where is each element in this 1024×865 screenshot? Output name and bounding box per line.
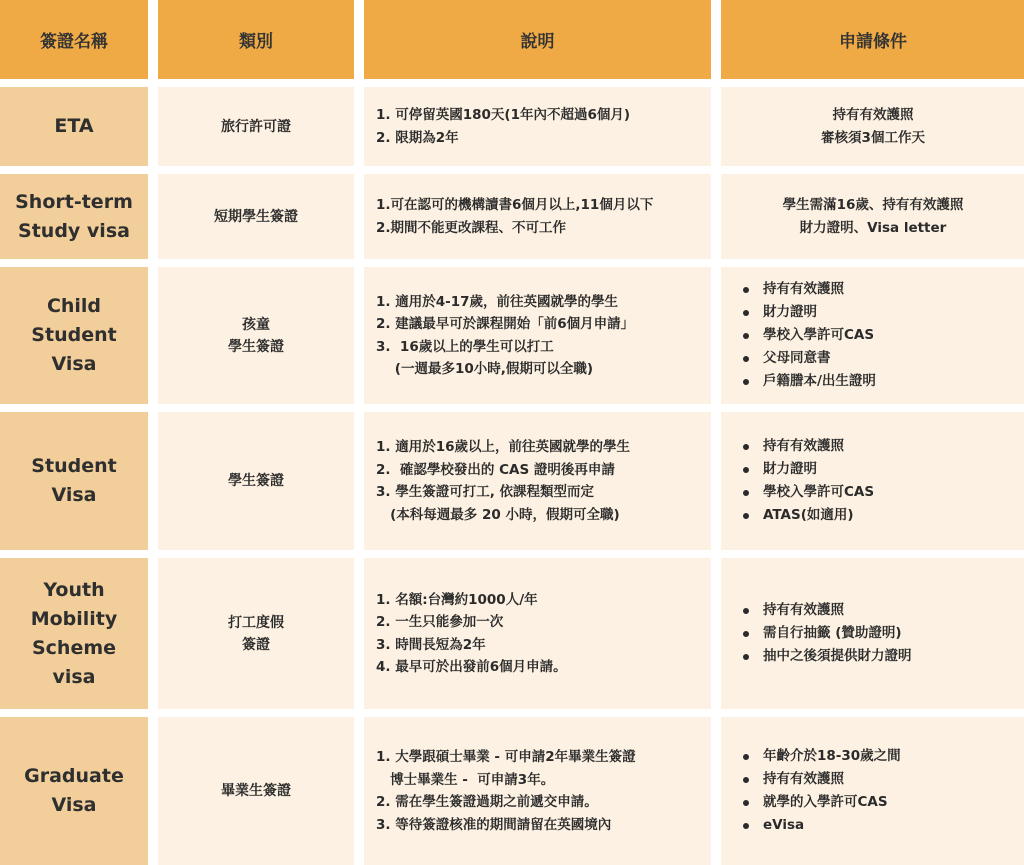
requirement-text: 父母同意書 [763, 350, 831, 366]
bullet-icon [743, 654, 749, 660]
requirement-item [743, 745, 901, 768]
requirement-text: 財力證明 [763, 304, 817, 320]
requirement-item [743, 301, 876, 324]
requirement-item [743, 347, 876, 370]
visa-category-cell: 畢業生簽證 [158, 717, 354, 865]
requirement-item [743, 370, 876, 393]
description-line: 1. 大學跟碩士畢業 - 可申請2年畢業生簽證 [376, 749, 636, 765]
requirement-text: 持有有效護照 [763, 438, 844, 454]
visa-description-cell [364, 267, 711, 404]
bullet-icon [743, 608, 749, 614]
description-lines [376, 194, 653, 239]
bullet-icon [743, 823, 749, 829]
requirement-text: 就學的入學許可CAS [763, 794, 888, 810]
description-line: 2. 需在學生簽證過期之前遞交申請。 [376, 794, 598, 810]
visa-category-cell: 短期學生簽證 [158, 174, 354, 259]
visa-requirements-cell [721, 717, 1024, 865]
description-line: 博士畢業生 - 可申請3年。 [376, 771, 555, 788]
visa-name-cell: ETA [0, 87, 148, 166]
visa-requirements-cell [721, 412, 1024, 550]
requirement-item [743, 622, 912, 645]
header-requirements: 申請條件 [721, 0, 1024, 79]
requirement-text: 戶籍謄本/出生證明 [763, 373, 876, 389]
description-line: 2. 建議最早可於課程開始「前6個月申請」 [376, 316, 635, 332]
requirement-list [743, 278, 876, 393]
description-line: 3. 學生簽證可打工, 依課程類型而定 [376, 484, 595, 500]
requirement-list [783, 194, 964, 239]
description-line: 3. 等待簽證核准的期間請留在英國境內 [376, 816, 612, 833]
visa-requirements-cell [721, 558, 1024, 709]
description-line: 2. 限期為2年 [376, 129, 459, 146]
description-line: 2. 確認學校發出的 CAS 證明後再申請 [376, 461, 615, 478]
requirement-line: 學生需滿16歲、持有有效護照 [782, 197, 964, 213]
bullet-icon [743, 467, 749, 473]
visa-description-cell [364, 412, 711, 550]
bullet-icon [743, 754, 749, 760]
requirement-list [821, 104, 925, 149]
visa-name-cell: Child Student Visa [0, 267, 148, 404]
requirement-line: 持有有效護照 [832, 107, 914, 123]
bullet-icon [743, 444, 749, 450]
requirement-item [743, 324, 876, 347]
bullet-icon [743, 310, 749, 316]
requirement-item [743, 768, 901, 791]
bullet-icon [743, 379, 749, 385]
visa-description-cell [364, 87, 711, 166]
requirement-item [743, 814, 901, 837]
description-lines [376, 589, 567, 679]
bullet-icon [743, 777, 749, 783]
visa-name-cell: Short-term Study visa [0, 174, 148, 259]
description-line: 1. 適用於16歲以上，前往英國就學的學生 [376, 439, 631, 455]
visa-category-cell: 學生簽證 [158, 412, 354, 550]
visa-category-cell: 孩童 學生簽證 [158, 267, 354, 404]
description-lines [376, 104, 630, 149]
requirement-text: 持有有效護照 [763, 771, 844, 787]
bullet-icon [743, 490, 749, 496]
description-line: 1.可在認可的機構讀書6個月以上,11個月以下 [376, 197, 654, 213]
requirement-text: ATAS(如適用) [763, 507, 854, 523]
requirement-text: 持有有效護照 [763, 602, 844, 618]
description-line: (本科每週最多 20 小時，假期可全職) [376, 506, 620, 523]
description-line: (一週最多10小時,假期可以全職) [376, 361, 594, 377]
description-line: 3. 16歲以上的學生可以打工 [376, 338, 554, 355]
bullet-icon [743, 356, 749, 362]
description-lines [376, 436, 630, 526]
visa-requirements-cell [721, 174, 1024, 259]
requirement-text: 抽中之後須提供財力證明 [763, 648, 912, 664]
requirement-line: 財力證明、Visa letter [799, 219, 947, 236]
requirement-list [743, 435, 874, 527]
requirement-line: 審核須3個工作天 [821, 129, 925, 146]
visa-requirements-cell [721, 87, 1024, 166]
visa-requirements-cell [721, 267, 1024, 404]
requirement-text: 持有有效護照 [763, 281, 844, 297]
requirement-item [743, 504, 874, 527]
requirement-text: 學校入學許可CAS [763, 327, 875, 343]
description-lines [376, 291, 634, 381]
requirement-list [743, 745, 901, 837]
requirement-text: 年齡介於18-30歲之間 [763, 748, 901, 764]
description-line: 1. 可停留英國180天(1年內不超過6個月) [376, 107, 631, 123]
requirement-item [743, 599, 912, 622]
bullet-icon [743, 287, 749, 293]
description-lines [376, 746, 636, 836]
description-line: 4. 最早可於出發前6個月申請。 [376, 659, 567, 675]
description-line: 1. 適用於4-17歲，前往英國就學的學生 [376, 293, 619, 310]
requirement-item [743, 458, 874, 481]
bullet-icon [743, 333, 749, 339]
requirement-text: eVisa [763, 817, 805, 833]
header-visa-name: 簽證名稱 [0, 0, 148, 79]
requirement-list [743, 599, 912, 668]
visa-name-cell: Student Visa [0, 412, 148, 550]
description-line: 2.期間不能更改課程、不可工作 [376, 219, 567, 236]
description-line: 3. 時間長短為2年 [376, 636, 486, 653]
requirement-item [743, 435, 874, 458]
requirement-item [743, 481, 874, 504]
bullet-icon [743, 631, 749, 637]
requirement-item [743, 645, 912, 668]
requirement-text: 學校入學許可CAS [763, 484, 875, 500]
visa-description-cell [364, 717, 711, 865]
header-category: 類別 [158, 0, 354, 79]
requirement-text: 需自行抽籤 (贊助證明) [763, 625, 902, 641]
description-line: 2. 一生只能參加一次 [376, 614, 504, 630]
description-line: 1. 名額:台灣約1000人/年 [376, 591, 538, 608]
requirement-text: 財力證明 [763, 461, 817, 477]
bullet-icon [743, 513, 749, 519]
requirement-item [743, 278, 876, 301]
visa-name-cell: Graduate Visa [0, 717, 148, 865]
visa-description-cell [364, 558, 711, 709]
visa-category-cell: 旅行許可證 [158, 87, 354, 166]
visa-description-cell [364, 174, 711, 259]
header-description: 說明 [364, 0, 711, 79]
visa-category-cell: 打工度假 簽證 [158, 558, 354, 709]
bullet-icon [743, 800, 749, 806]
visa-name-cell: Youth Mobility Scheme visa [0, 558, 148, 709]
requirement-item [743, 791, 901, 814]
